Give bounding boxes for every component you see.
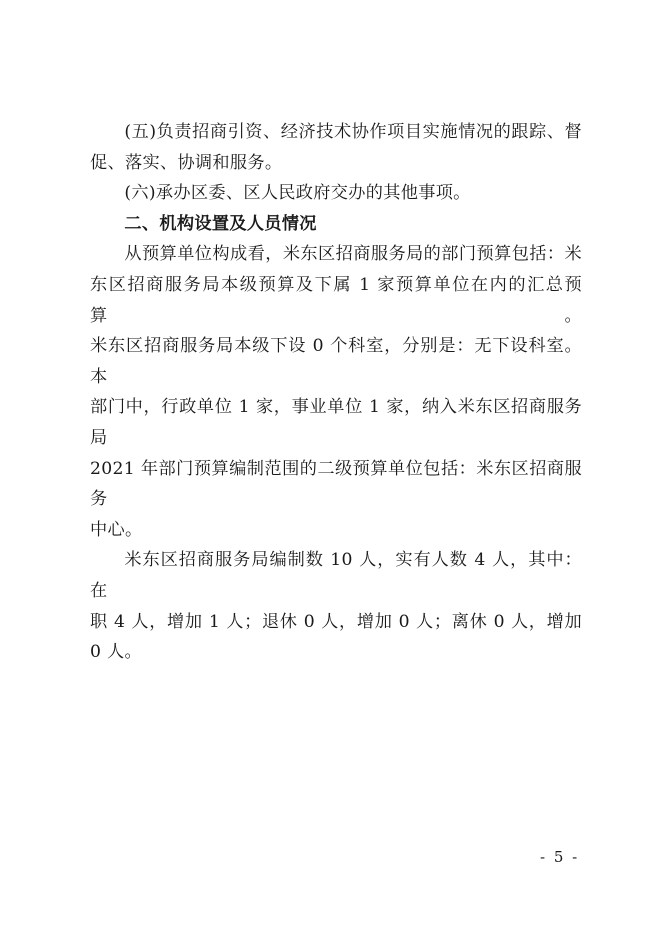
section-heading: 二、机构设置及人员情况 xyxy=(124,213,317,234)
budget-composition-paragraph xyxy=(90,239,582,545)
budget-line-2: 东区招商服务局本级预算及下属 1 家预算单位在内的汇总预算。 xyxy=(90,274,582,326)
staffing-line-1: 米东区招商服务局编制数 10 人，实有人数 4 人，其中：在 xyxy=(90,550,582,601)
staffing-line-2: 职 4 人，增加 1 人；退休 0 人，增加 0 人；离休 0 人，增加 0 人。 xyxy=(90,611,582,663)
duty-item-6-line-1: (六)承办区委、区人民政府交办的其他事项。 xyxy=(124,183,471,204)
duty-list xyxy=(90,117,582,668)
budget-line-4: 部门中，行政单位 1 家，事业单位 1 家，纳入米东区招商服务局 xyxy=(90,397,582,448)
duty-item-5-line-2: 促、落实、协调和服务。 xyxy=(90,152,283,173)
budget-line-5: 2021 年部门预算编制范围的二级预算单位包括：米东区招商服务 xyxy=(90,458,582,510)
duty-item-6 xyxy=(90,178,582,209)
duty-item-5-line-1: (五)负责招商引资、经济技术协作项目实施情况的跟踪、督 xyxy=(124,122,582,142)
budget-line-3: 米东区招商服务局本级下设 0 个科室，分别是：无下设科室。本 xyxy=(90,336,582,387)
page-number: - 5 - xyxy=(540,848,580,866)
duty-item-5 xyxy=(90,117,582,178)
staffing-paragraph xyxy=(90,545,582,667)
budget-line-6: 中心。 xyxy=(90,519,143,540)
budget-line-1: 从预算单位构成看，米东区招商服务局的部门预算包括：米 xyxy=(124,244,582,265)
